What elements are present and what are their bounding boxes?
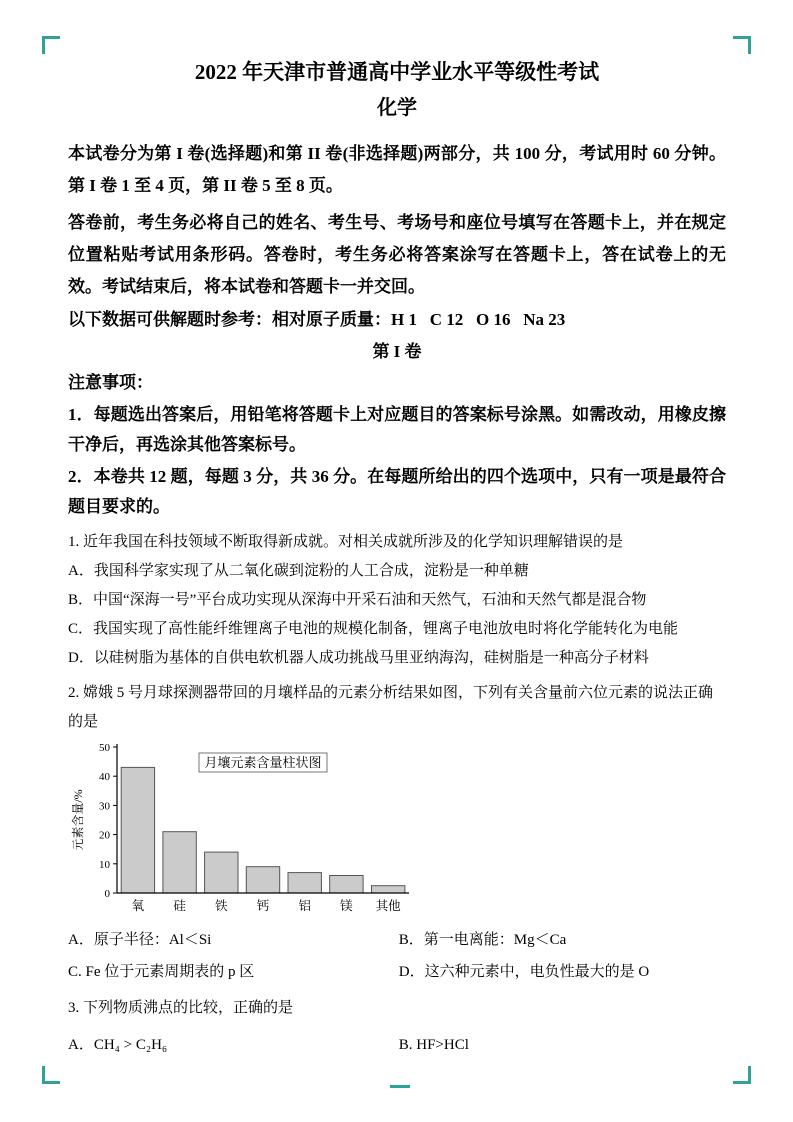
y-tick-label: 20 [99,829,110,842]
note-2: 2．本卷共 12 题，每题 3 分，共 36 分。在每题所给出的四个选项中，只有一项是最符合题目要求的。 [68,467,726,516]
x-category-label: 铁 [215,899,228,913]
question-2-options-row-1 [68,924,726,956]
x-category-label: 其他 [375,899,401,913]
question-3-options-row [68,1029,726,1061]
bar-其他 [372,886,405,893]
x-category-label: 钙 [256,899,270,913]
y-tick-label: 0 [104,888,110,900]
note-1: 1．每题选出答案后，用铅笔将答题卡上对应题目的答案标号涂黑。如需改动，用橡皮擦干净后，再选涂其他答案标号。 [68,405,726,454]
corner-mark-top-left [42,36,60,54]
corner-mark-bottom-left [42,1066,60,1084]
x-category-label: 镁 [340,899,353,913]
moon-soil-element-bar-chart [70,741,415,919]
preamble-paragraph-1: 本试卷分为第 I 卷(选择题)和第 II 卷(非选择题)两部分，共 100 分，考试用时 60 分钟。第 I 卷 1 至 4 页，第 II 卷 5 至 8 页。 [68,144,726,195]
question-2-options-row-2 [68,956,726,988]
question-2-option-b: B．第一电离能：Mg＜Ca [398,932,567,948]
question-1-option-c: C．我国实现了高性能纤维锂离子电池的规模化制备，锂离子电池放电时将化学能转化为电能 [68,621,679,637]
question-2-option-a: A．原子半径：Al＜Si [68,932,212,948]
y-tick-label: 40 [99,771,110,784]
bar-钙 [246,867,279,893]
question-3-stem: 3. 下列物质沸点的比较，正确的是 [68,1000,294,1016]
section1-heading: 第 I 卷 [372,342,422,361]
corner-mark-bottom-center [390,1077,410,1088]
bar-镁 [330,876,363,894]
x-category-label: 硅 [173,899,186,913]
bar-铝 [288,873,321,893]
bar-硅 [163,832,196,893]
atomic-mass-reference: 以下数据可供解题时参考：相对原子质量：H 1 C 12 O 16 Na 23 [68,310,566,329]
bar-氧 [121,767,154,893]
question-2-option-c: C. Fe 位于元素周期表的 p 区 [68,964,255,980]
page-title: 2022 年天津市普通高中学业水平等级性考试 [194,60,600,84]
x-category-label: 氧 [131,899,145,913]
moon-soil-chart-figure [70,741,726,924]
x-category-label: 铝 [298,899,311,913]
question-1-option-d: D．以硅树脂为基体的自供电软机器人成功挑战马里亚纳海沟，硅树脂是一种高分子材料 [68,650,649,666]
question-3-option-b: B. HF>HCl [398,1037,469,1053]
y-tick-label: 50 [99,742,110,754]
question-2-stem: 2. 嫦娥 5 号月球探测器带回的月壤样品的元素分析结果如图，下列有关含量前六位元素的说法正确的是 [68,685,714,730]
subject-title: 化学 [377,97,417,119]
corner-mark-bottom-right [733,1066,751,1084]
y-axis-label: 元素含量/% [71,789,85,851]
question-3-option-a: A．CH₄ > C₂H₆ [68,1037,168,1053]
chart-title: 月壤元素含量柱状图 [204,755,322,770]
question-1-stem: 1. 近年我国在科技领域不断取得新成就。对相关成就所涉及的化学知识理解错误的是 [68,534,624,550]
notes-title: 注意事项： [68,373,153,392]
bar-铁 [205,852,238,893]
y-tick-label: 10 [99,858,110,871]
document-content [68,56,726,1061]
y-tick-label: 30 [99,800,110,813]
question-1-option-b: B．中国“深海一号”平台成功实现从深海中开采石油和天然气，石油和天然气都是混合物 [68,592,647,608]
preamble-paragraph-2: 答卷前，考生务必将自己的姓名、考生号、考场号和座位号填写在答题卡上，并在规定位置粘贴考试用条形码。答卷时，考生务必将答案涂写在答题卡上，答在试卷上的无效。考试结束后，将本试卷和答题卡一并交回。 [68,213,726,296]
question-1-option-a: A．我国科学家实现了从二氧化碳到淀粉的人工合成，淀粉是一种单糖 [68,563,529,579]
question-2-option-d: D．这六种元素中，电负性最大的是 O [398,964,650,980]
corner-mark-top-right [733,36,751,54]
